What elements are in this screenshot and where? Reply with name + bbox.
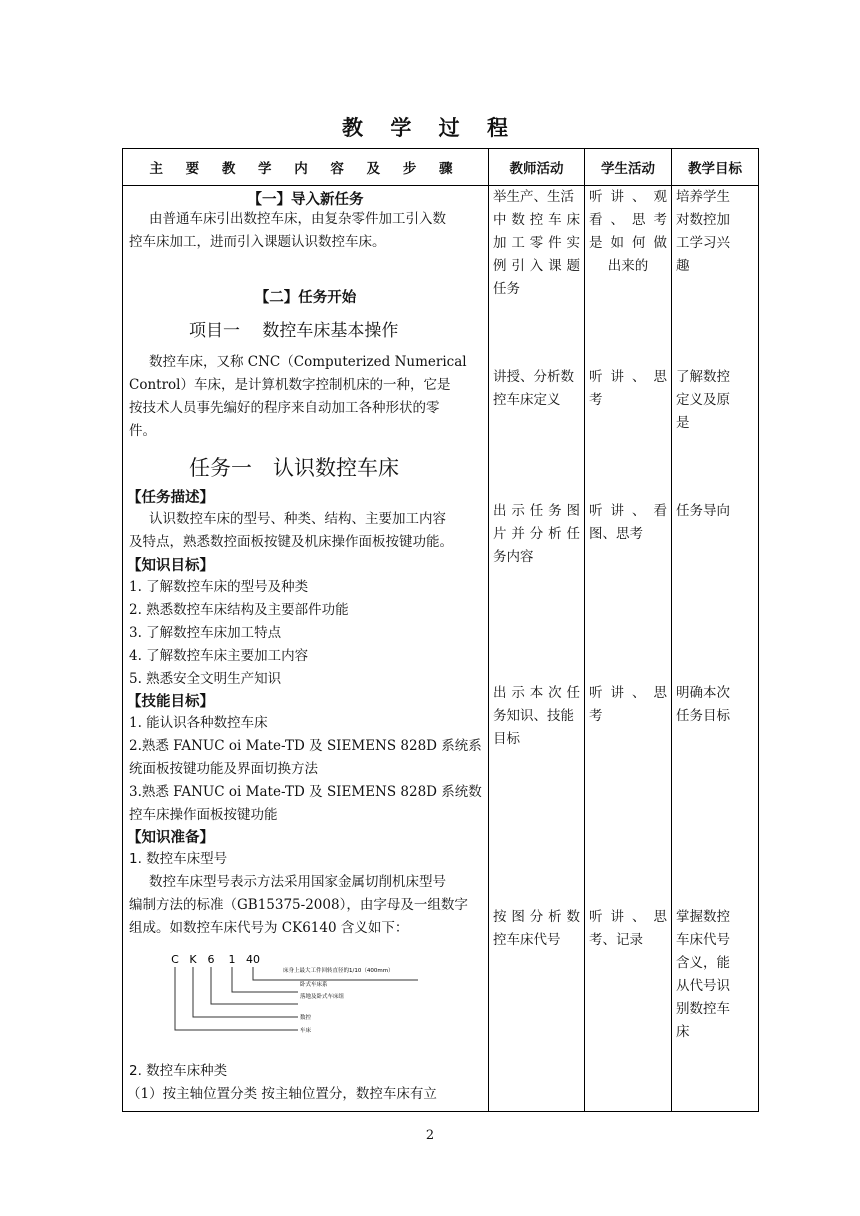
student-activity-2: 听讲、思 考	[589, 369, 667, 408]
page-title: 教 学 过 程	[342, 115, 518, 140]
page-number: 2	[425, 1128, 435, 1143]
header-student: 学生活动	[585, 149, 672, 186]
teaching-goal-1: 培养学生 对数控加 工学习兴 趣	[676, 189, 730, 274]
task-title: 任务一 认识数控车床	[189, 456, 399, 480]
teacher-activity-2: 讲授、分析数 控车床定义	[493, 369, 574, 408]
student-activity-3: 听讲、看 图、思考	[589, 503, 667, 542]
list-item: 1. 能认识各种数控车床	[129, 715, 268, 731]
header-content: 主 要 教 学 内 容 及 步 骤	[123, 149, 489, 186]
paragraph-line: 按技术人员事先编好的程序来自动加工各种形状的零	[129, 400, 440, 416]
teaching-goal-2: 了解数控 定义及原 是	[676, 369, 730, 431]
model-code-diagram	[163, 946, 463, 1076]
code-char: C	[171, 953, 179, 966]
knowledge-prep-heading: 【知识准备】	[127, 830, 214, 846]
section-heading: 【二】任务开始	[254, 290, 357, 306]
list-item: 1. 了解数控车床的型号及种类	[129, 579, 309, 595]
paragraph-line: 数控车床型号表示方法采用国家金属切削机床型号	[149, 874, 446, 890]
project-title: 项目一 数控车床基本操作	[189, 321, 399, 341]
paragraph-line: 数控车床，又称 CNC（Computerized Numerical	[149, 354, 467, 370]
code-char: 40	[246, 953, 260, 966]
list-item: 3. 了解数控车床加工特点	[129, 625, 282, 641]
list-item: 2.熟悉 FANUC oi Mate-TD 及 SIEMENS 828D 系统系	[129, 738, 482, 754]
skill-goal-heading: 【技能目标】	[127, 694, 214, 710]
code-label: 车床	[300, 1028, 312, 1034]
teacher-activity-5: 按图分析数 控车床代号	[493, 909, 580, 948]
lesson-table	[122, 148, 759, 1112]
student-activity-4: 听讲、思 考	[589, 685, 667, 724]
paragraph-line: 认识数控车床的型号、种类、结构、主要加工内容	[149, 511, 446, 527]
list-item: 3.熟悉 FANUC oi Mate-TD 及 SIEMENS 828D 系统数	[129, 784, 482, 800]
paragraph-line: 控车床加工，进而引入课题认识数控车床。	[129, 234, 386, 250]
student-activity-5: 听讲、思 考、记录	[589, 909, 667, 948]
header-goal: 教学目标	[672, 149, 759, 186]
code-char: 1	[228, 953, 236, 966]
subsection-heading: 1. 数控车床型号	[129, 851, 228, 867]
teaching-goal-3: 任务导向	[676, 503, 730, 519]
paragraph-line: 编制方法的标准（GB15375-2008），由字母及一组数字	[129, 897, 468, 913]
code-label: 落地及卧式车床组	[300, 994, 345, 1000]
paragraph-line: 组成。如数控车床代号为 CK6140 含义如下：	[129, 920, 409, 936]
paragraph-line: 及特点，熟悉数控面板按键及机床操作面板按键功能。	[129, 534, 453, 550]
list-item: 2. 熟悉数控车床结构及主要部件功能	[129, 602, 349, 618]
knowledge-goal-heading: 【知识目标】	[127, 558, 214, 574]
code-label: 数控	[300, 1015, 312, 1021]
section-heading: 【一】导入新任务	[247, 192, 364, 208]
code-char: K	[189, 953, 197, 966]
table-body-row	[123, 186, 759, 1112]
paragraph-line: 由普通车床引出数控车床，由复杂零件加工引入数	[149, 211, 446, 227]
teaching-goal-column	[672, 186, 759, 1112]
teaching-goal-5: 掌握数控 车床代号 含义，能 从代号识 别数控车 床	[676, 909, 730, 1040]
list-item: 4. 了解数控车床主要加工内容	[129, 648, 309, 664]
teaching-goal-4: 明确本次 任务目标	[676, 685, 730, 724]
teacher-activity-column	[489, 186, 585, 1112]
subsection-heading: 2. 数控车床种类	[129, 1063, 228, 1079]
student-activity-1: 听讲、观 看、思考 是如何做 出来的	[589, 189, 667, 274]
teacher-activity-4: 出示本次任 务知识、技能 目标	[493, 685, 580, 747]
code-label: 床身上最大工件回转直径的1/10（400mm）	[283, 968, 394, 974]
paragraph-line: （1）按主轴位置分类 按主轴位置分，数控车床有立	[127, 1086, 437, 1102]
code-label: 卧式车床系	[300, 982, 328, 988]
list-item: 统面板按键功能及界面切换方法	[129, 761, 318, 777]
content-column	[123, 186, 489, 1112]
header-teacher: 教师活动	[489, 149, 585, 186]
list-item: 控车床操作面板按键功能	[129, 807, 278, 823]
student-activity-column	[585, 186, 672, 1112]
list-item: 5. 熟悉安全文明生产知识	[129, 671, 282, 687]
code-char: 6	[207, 953, 215, 966]
task-desc-heading: 【任务描述】	[127, 490, 214, 506]
paragraph-line: 件。	[129, 423, 156, 439]
teacher-activity-1: 举生产、生活 中数控车床 加工零件实 例引入课题 任务	[493, 189, 580, 297]
teacher-activity-3: 出示任务图 片并分析任 务内容	[493, 503, 580, 565]
table-header-row	[123, 149, 759, 186]
paragraph-line: Control）车床，是计算机数字控制机床的一种，它是	[129, 377, 451, 393]
